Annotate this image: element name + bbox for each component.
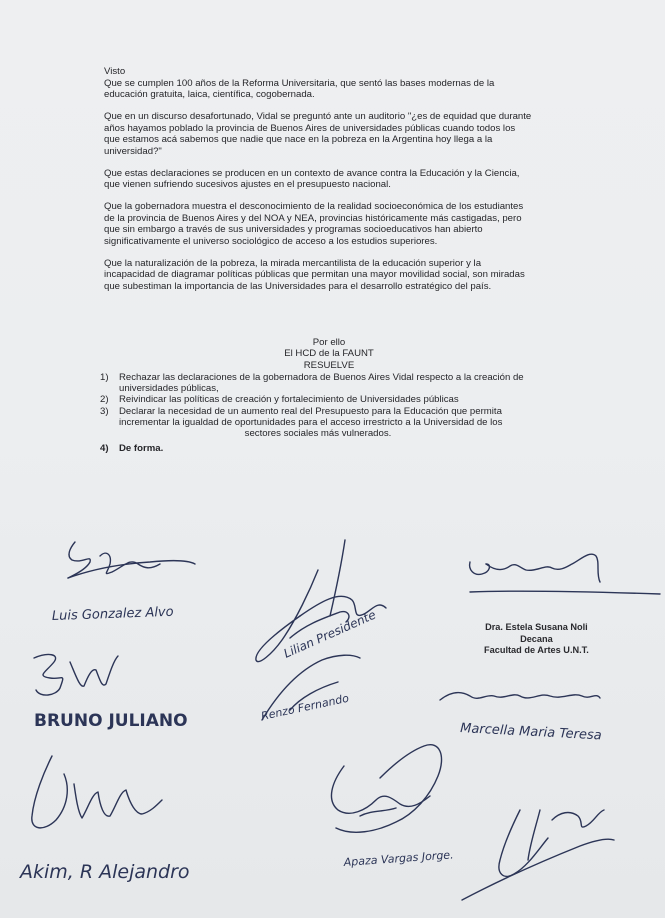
paragraph-gobernadora: Que la gobernadora muestra el desconocimiento de la realidad socioeconómica de los estudiantes de la provincia de Buenos Aires y del NOA y NEA, provincias históricamente más castigadas, pero que sin embargo a través de sus universidades y programas socioeducativos han abierto significativamente el universo sociológico de acceso a los estudios superiores. <box>104 201 524 247</box>
paragraph-reforma: Que se cumplen 100 años de la Reforma Universitaria, que sentó las bases modernas de la educación gratuita, laica, científica, cogobernada. <box>104 77 495 100</box>
signature-marcella-scribble <box>440 693 600 700</box>
signature-luis-scribble <box>68 542 195 578</box>
paragraph-discurso: Que en un discurso desafortunado, Vidal se preguntó ante un auditorio "¿es de equidad que durante años hayamos poblado la provincia de Buenos Aires de universidades públicas cuando todos los que estamos acá sabemos que nadie que nace en la pobreza en la Argentina hoy llega a la universidad?" <box>104 111 532 157</box>
resolution-item: 1) Rechazar las declaraciones de la gobernadora de Buenos Aires Vidal respecto a la creación de universidades públicas, <box>100 372 524 395</box>
signature-name: Apaza Vargas Jorge. <box>343 848 454 869</box>
paragraph-pobreza: Que la naturalización de la pobreza, la mirada mercantilista de la educación superior y la incapacidad de diagramar políticas públicas que permitan una mayor movilidad social, son miradas que subestiman la importancia de las Universidades para el desarrollo estratégico del país. <box>104 257 525 292</box>
dean-faculty: Facultad de Artes U.N.T. <box>484 645 589 656</box>
resuelve-label: RESUELVE <box>303 359 355 371</box>
signature-bruno-scribble <box>34 655 118 696</box>
considerations-section <box>104 66 554 303</box>
resolution-item: 2) Reivindicar las políticas de creación y fortalecimiento de Universidades públicas <box>100 394 459 406</box>
council-label: El HCD de la FAUNT <box>284 348 374 360</box>
resolution-item: 4) De forma. <box>100 443 164 455</box>
dean-title: Decana <box>520 633 553 644</box>
signature-name: Renzo Fernando <box>259 691 351 723</box>
dean-signature-block <box>484 622 589 657</box>
signature-name: Luis Gonzalez Alvo <box>51 604 174 624</box>
visto-heading: Visto <box>104 66 126 77</box>
signature-dean-scribble <box>470 554 660 594</box>
signature-name: BRUNO JULIANO <box>34 711 188 731</box>
signature-name: Marcella Maria Teresa <box>459 721 603 744</box>
signature-akim-scribble <box>32 756 162 828</box>
resolution-heading <box>104 337 554 371</box>
signature-bottom-right-scribble <box>462 810 614 900</box>
signature-apaza-scribble <box>331 745 441 833</box>
signature-name: Lilian Presidente <box>281 607 378 661</box>
signature-name: Akim, R Alejandro <box>20 861 190 883</box>
signatures-area <box>0 520 665 918</box>
por-ello-label: Por ello <box>312 337 346 348</box>
paragraph-contexto: Que estas declaraciones se producen en un contexto de avance contra la Educación y la Ciencia, que vienen sufriendo sucesivos ajustes en el presupuesto nacional. <box>104 167 520 190</box>
resolution-list <box>100 372 552 454</box>
resolution-item: 3) Declarar la necesidad de un aumento real del Presupuesto para la Educación que permita incrementar la igualdad de oportunidades para el acceso irrestricto a la Universidad de los sectores sociales más vulnerados. <box>100 405 503 440</box>
dean-name: Dra. Estela Susana Noli <box>485 622 588 632</box>
